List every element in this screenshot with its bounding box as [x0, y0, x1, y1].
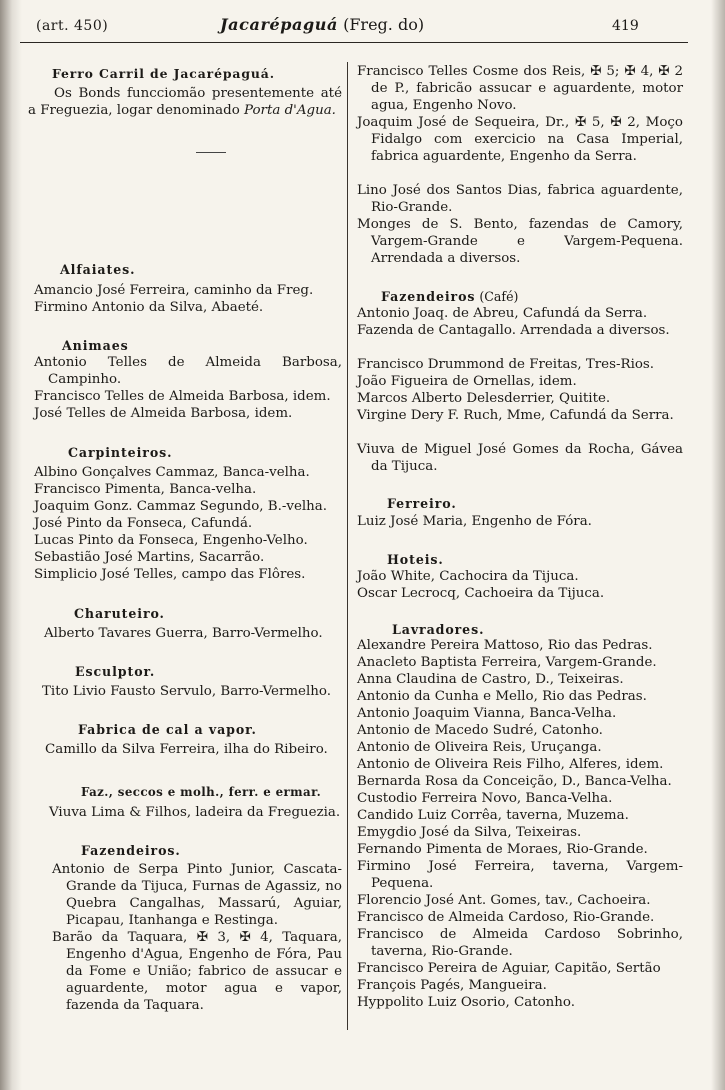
list-item: Fazenda de Cantagallo. Arrendada a diversos.	[357, 323, 670, 338]
list-item: Firmino José Ferreira, taverna, Vargem-Pequena.	[357, 859, 683, 891]
section-heading-animaes: Animaes	[62, 338, 129, 353]
list-item: Luiz José Maria, Engenho de Fóra.	[357, 514, 592, 529]
list-item: Antonio Telles de Almeida Barbosa, Campinho.	[34, 355, 342, 387]
list-item: Antonio de Oliveira Reis Filho, Alferes, idem.	[357, 757, 664, 772]
running-title-main: Jacarépaguá	[220, 15, 338, 34]
list-item: Anacleto Baptista Ferreira, Vargem-Grande.	[357, 655, 657, 670]
list-item: Firmino Antonio da Silva, Abaeté.	[34, 300, 264, 315]
section-heading-lavradores: Lavradores.	[392, 622, 485, 637]
page-edge-shadow	[711, 0, 725, 1090]
section-heading-esculptor: Esculptor.	[75, 664, 156, 679]
list-item: Anna Claudina de Castro, D., Teixeiras.	[357, 672, 624, 687]
ferro-carril-text	[28, 86, 342, 120]
header-rule	[20, 42, 688, 43]
list-item: Antonio de Oliveira Reis, Uruçanga.	[357, 740, 602, 755]
section-heading-charuteiro: Charuteiro.	[74, 606, 165, 621]
article-reference: (art. 450)	[36, 18, 109, 34]
list-item: Antonio de Serpa Pinto Junior, Cascata-Grande da Tijuca, Furnas de Agassiz, no Quebra Cangalhas, Massarú, Aguiar, Picapau, Itanhanga e Restinga.	[52, 862, 342, 928]
list-item: Antonio Joaq. de Abreu, Cafundá da Serra.	[357, 306, 648, 321]
list-item: João White, Cachocira da Tijuca.	[357, 569, 579, 584]
section-heading-ferro-carril: Ferro Carril de Jacarépaguá.	[52, 66, 275, 81]
list-item: Antonio Joaquim Vianna, Banca-Velha.	[357, 706, 617, 721]
running-header	[0, 12, 725, 42]
list-item: Francisco Drummond de Freitas, Tres-Rios.	[357, 357, 655, 372]
page-binding-shadow	[0, 0, 22, 1090]
list-item: Hyppolito Luiz Osorio, Catonho.	[357, 995, 575, 1010]
list-item: Custodio Ferreira Novo, Banca-Velha.	[357, 791, 613, 806]
list-item: Lucas Pinto da Fonseca, Engenho-Velho.	[34, 533, 308, 548]
list-item: Bernarda Rosa da Conceição, D., Banca-Velha.	[357, 774, 672, 789]
list-item: Francisco Telles de Almeida Barbosa, idem.	[34, 389, 331, 404]
list-item: José Telles de Almeida Barbosa, idem.	[34, 406, 293, 421]
list-item: Antonio da Cunha e Mello, Rio das Pedras.	[357, 689, 647, 704]
list-item: Virgine Dery F. Ruch, Mme, Cafundá da Serra.	[357, 408, 674, 423]
list-item: Francisco de Almeida Cardoso Sobrinho, taverna, Rio-Grande.	[357, 927, 683, 959]
page-number: 419	[612, 18, 639, 34]
section-heading-fazendas-seccos: Faz., seccos e molh., ferr. e ermar.	[81, 785, 322, 799]
section-heading-ferreiro: Ferreiro.	[387, 496, 457, 511]
list-item: Candido Luiz Corrêa, taverna, Muzema.	[357, 808, 629, 823]
section-heading-alfaiates: Alfaiates.	[60, 262, 136, 277]
section-heading-fazendeiros-cafe	[381, 289, 518, 306]
list-item: Sebastião José Martins, Sacarrão.	[34, 550, 265, 565]
list-item: Alberto Tavares Guerra, Barro-Vermelho.	[44, 626, 323, 641]
list-item: Marcos Alberto Delesderrier, Quitite.	[357, 391, 611, 406]
running-title	[220, 15, 424, 34]
list-item: Antonio de Macedo Sudré, Catonho.	[357, 723, 603, 738]
list-item: Albino Gonçalves Cammaz, Banca-velha.	[34, 465, 310, 480]
column-divider	[347, 62, 348, 1030]
list-item: Joaquim Gonz. Cammaz Segundo, B.-velha.	[34, 499, 328, 514]
list-item: Emygdio José da Silva, Teixeiras.	[357, 825, 582, 840]
list-item: Oscar Lecrocq, Cachoeira da Tijuca.	[357, 586, 605, 601]
section-heading-carpinteiros: Carpinteiros.	[68, 445, 173, 460]
ferro-carril-text-italic: Porta d'Agua.	[244, 102, 336, 118]
section-heading-fabrica-de-cal: Fabrica de cal a vapor.	[78, 722, 257, 737]
list-item: Tito Livio Fausto Servulo, Barro-Vermelho.	[42, 684, 331, 699]
list-item: Lino José dos Santos Dias, fabrica aguardente, Rio-Grande.	[357, 183, 683, 215]
section-heading-hoteis: Hoteis.	[387, 552, 444, 567]
heading-main: Fazendeiros	[381, 289, 476, 304]
list-item: Alexandre Pereira Mattoso, Rio das Pedras.	[357, 638, 653, 653]
list-item: Simplicio José Telles, campo das Flôres.	[34, 567, 306, 582]
list-item: François Pagés, Mangueira.	[357, 978, 547, 993]
heading-qualifier: (Café)	[475, 289, 519, 304]
list-item: Fernando Pimenta de Moraes, Rio-Grande.	[357, 842, 648, 857]
list-item: Florencio José Ant. Gomes, tav., Cachoeira.	[357, 893, 651, 908]
list-item: José Pinto da Fonseca, Cafundá.	[34, 516, 253, 531]
section-separator	[196, 152, 226, 153]
list-item: Monges de S. Bento, fazendas de Camory, Vargem-Grande e Vargem-Pequena. Arrendada a diversos.	[357, 217, 683, 266]
list-item: Francisco Pereira de Aguiar, Capitão, Sertão	[357, 961, 661, 976]
list-item: Camillo da Silva Ferreira, ilha do Ribeiro.	[45, 742, 328, 757]
list-item: Francisco Telles Cosme dos Reis, ✠ 5; ✠ 4, ✠ 2 de P., fabricão assucar e aguardente, motor agua, Engenho Novo.	[357, 64, 683, 113]
list-item: Francisco de Almeida Cardoso, Rio-Grande.	[357, 910, 655, 925]
list-item: Joaquim José de Sequeira, Dr., ✠ 5, ✠ 2, Moço Fidalgo com exercicio na Casa Imperial, fabrica aguardente, Engenho da Serra.	[357, 115, 683, 164]
list-item: Barão da Taquara, ✠ 3, ✠ 4, Taquara, Engenho d'Agua, Engenho de Fóra, Pau da Fome e União; fabrico de assucar e aguardente, motor agua e vapor, fazenda da Taquara.	[52, 930, 342, 1013]
list-item: Viuva de Miguel José Gomes da Rocha, Gávea da Tijuca.	[357, 442, 683, 474]
list-item: Francisco Pimenta, Banca-velha.	[34, 482, 257, 497]
section-heading-fazendeiros: Fazendeiros.	[81, 843, 181, 858]
list-item: Amancio José Ferreira, caminho da Freg.	[34, 283, 314, 298]
running-title-rest: (Freg. do)	[338, 15, 425, 34]
list-item: João Figueira de Ornellas, idem.	[357, 374, 577, 389]
ferro-carril-text-body: Os Bonds funcciomão presentemente até a Freguezia, logar denominado	[28, 86, 342, 118]
list-item: Viuva Lima & Filhos, ladeira da Freguezia.	[49, 805, 341, 820]
